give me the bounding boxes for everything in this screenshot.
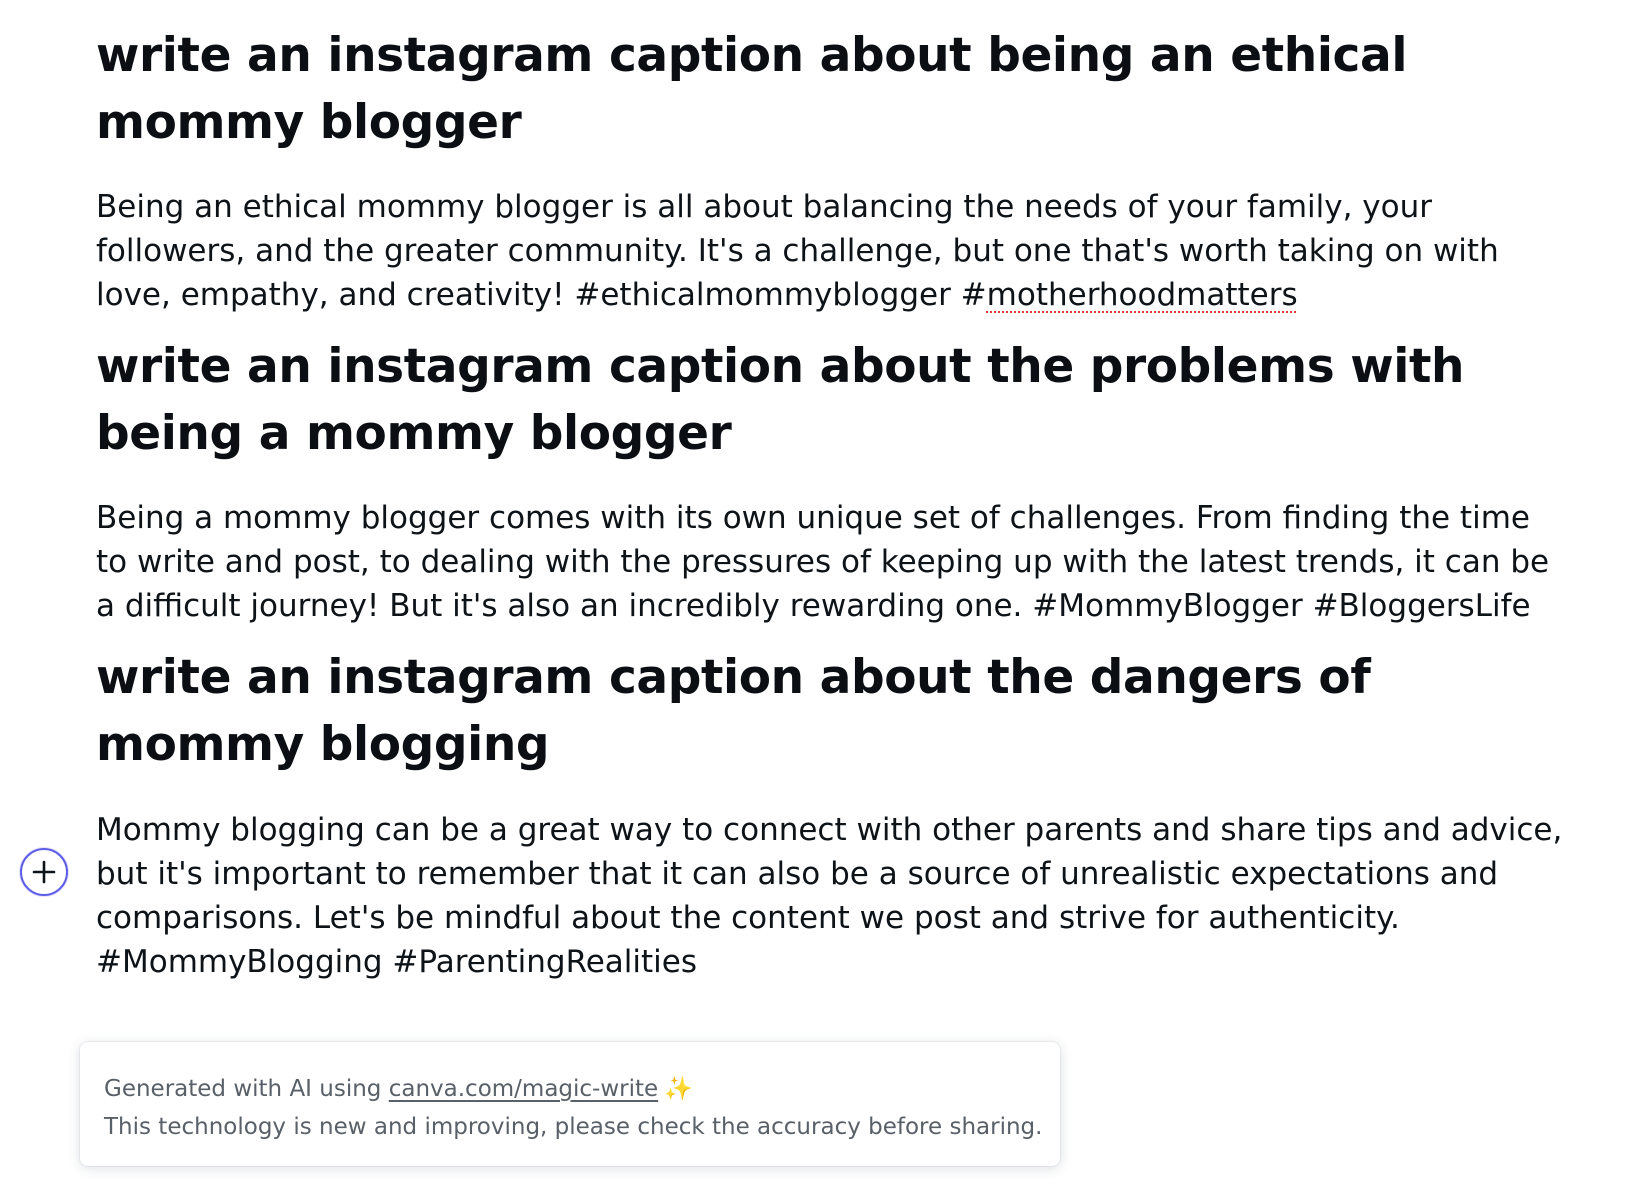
add-block-button[interactable] (20, 848, 68, 896)
section-paragraph[interactable]: Being a mommy blogger comes with its own unique set of challenges. From finding the time to write and post, to dealing with the pressures of keeping up with the latest trends, it can be a difficult journey! But it's also an incredibly rewarding one. #MommyBlogger #BloggersLife (96, 500, 1550, 624)
ai-disclaimer-card (80, 1042, 1060, 1166)
paragraph-text: Being an ethical mommy blogger is all about balancing the needs of your family, your followers, and the greater community. It's a challenge, but one that's worth taking on with love, empathy, and creativity! #ethicalmommyblogger # (96, 189, 1499, 313)
ai-attribution (104, 1070, 1036, 1108)
section-ethical-mommy-blogger (96, 22, 1566, 317)
attribution-prefix: Generated with AI using (104, 1076, 389, 1102)
section-heading[interactable]: write an instagram caption about being an ethical mommy blogger (96, 28, 1408, 150)
document-body (96, 22, 1566, 984)
accuracy-disclaimer: This technology is new and improving, please check the accuracy before sharing. (104, 1114, 1043, 1140)
misspelled-word[interactable]: motherhoodmatters (986, 277, 1298, 313)
section-paragraph[interactable]: Mommy blogging can be a great way to connect with other parents and share tips and advice, but it's important to remember that it can also be a source of unrealistic expectations and comparisons. Let's be mindful about the content we post and strive for authenticity. #MommyBlogging #ParentingRealities (96, 812, 1563, 980)
section-problems-mommy-blogger (96, 333, 1566, 628)
section-dangers-mommy-blogging (96, 644, 1566, 984)
section-heading[interactable]: write an instagram caption about the dangers of mommy blogging (96, 650, 1371, 772)
magic-write-link[interactable]: canva.com/magic-write (388, 1076, 659, 1102)
sparkle-icon: ✨ (664, 1076, 693, 1102)
plus-icon (31, 859, 57, 885)
section-heading[interactable]: write an instagram caption about the problems with being a mommy blogger (96, 339, 1465, 461)
section-paragraph[interactable] (96, 185, 1566, 317)
